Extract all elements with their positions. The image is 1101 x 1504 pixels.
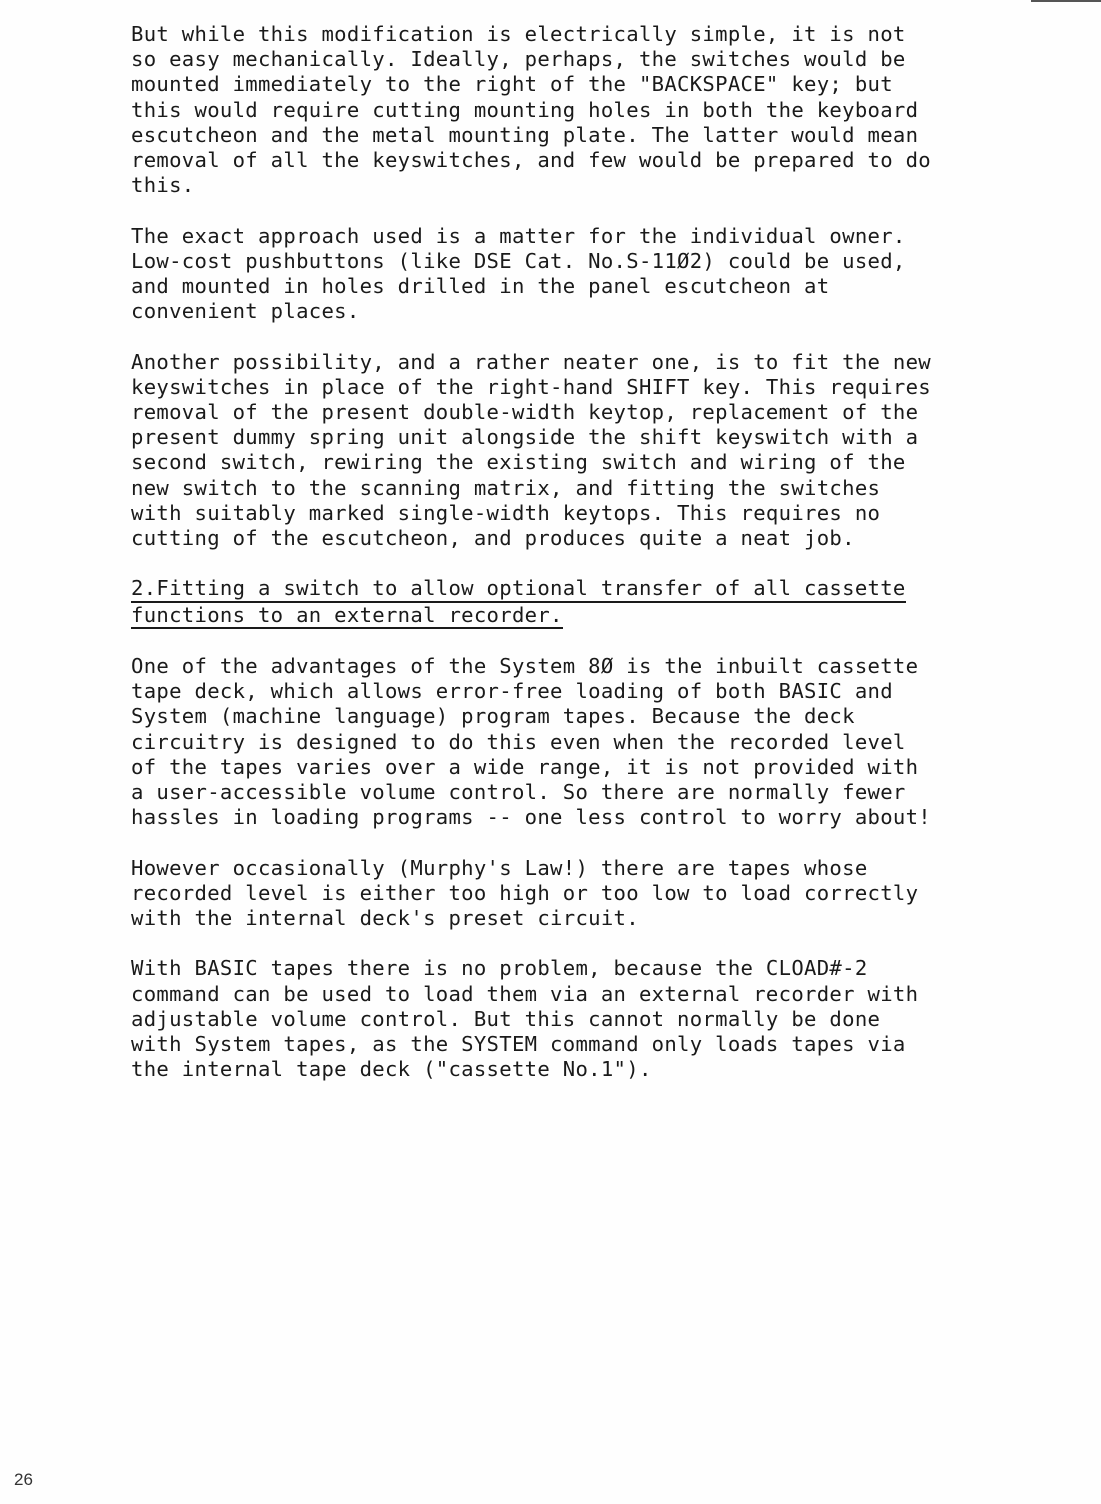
text-line: cutting of the escutcheon, and produces quite a neat job. bbox=[131, 526, 855, 551]
text-line: removal of the present double-width keytop, replacement of the bbox=[131, 400, 919, 425]
paragraph-advantages bbox=[131, 654, 1091, 830]
text-line: this. bbox=[131, 173, 195, 198]
text-line: removal of all the keyswitches, and few would be prepared to do bbox=[131, 148, 932, 173]
text-line: the internal tape deck ("cassette No.1"). bbox=[131, 1057, 652, 1082]
text-line: with the internal deck's preset circuit. bbox=[131, 906, 639, 931]
text-line: However occasionally (Murphy's Law!) there are tapes whose bbox=[131, 855, 868, 880]
text-line: convenient places. bbox=[131, 299, 360, 324]
heading-line: functions to an external recorder. bbox=[131, 604, 563, 629]
text-line: recorded level is either too high or too low to load correctly bbox=[131, 880, 919, 905]
text-line: Low-cost pushbuttons (like DSE Cat. No.S-11Ø2) could be used, bbox=[131, 248, 906, 273]
text-line: a user-accessible volume control. So there are normally fewer bbox=[131, 780, 906, 805]
text-line: But while this modification is electrically simple, it is not bbox=[131, 22, 906, 46]
text-line: with suitably marked single-width keytops. This requires no bbox=[131, 500, 881, 525]
paragraph-another-possibility bbox=[131, 350, 1091, 552]
section-heading bbox=[131, 576, 1091, 628]
text-line: hassles in loading programs -- one less control to worry about! bbox=[131, 805, 932, 830]
paragraph-modification bbox=[131, 22, 1091, 198]
paragraph-basic-tapes bbox=[131, 956, 1091, 1082]
text-line: this would require cutting mounting holes in both the keyboard bbox=[131, 97, 919, 122]
paragraph-murphys-law bbox=[131, 856, 1091, 932]
text-line: tape deck, which allows error-free loading of both BASIC and bbox=[131, 679, 893, 704]
text-line: mounted immediately to the right of the "BACKSPACE" key; but bbox=[131, 72, 893, 97]
text-line: so easy mechanically. Ideally, perhaps, the switches would be bbox=[131, 47, 906, 72]
text-line: of the tapes varies over a wide range, it is not provided with bbox=[131, 754, 919, 779]
text-line: The exact approach used is a matter for the individual owner. bbox=[131, 223, 906, 248]
text-line: System (machine language) program tapes. Because the deck bbox=[131, 704, 855, 729]
text-line: escutcheon and the metal mounting plate. The latter would mean bbox=[131, 122, 919, 147]
text-line: second switch, rewiring the existing switch and wiring of the bbox=[131, 450, 906, 475]
text-line: With BASIC tapes there is no problem, because the CLOAD#-2 bbox=[131, 956, 868, 981]
top-edge-rule bbox=[1031, 0, 1101, 2]
heading-line: 2.Fitting a switch to allow optional transfer of all cassette bbox=[131, 577, 906, 602]
text-line: circuitry is designed to do this even when the recorded level bbox=[131, 729, 906, 754]
text-line: command can be used to load them via an external recorder with bbox=[131, 981, 919, 1006]
text-line: adjustable volume control. But this cannot normally be done bbox=[131, 1006, 881, 1031]
paragraph-exact-approach bbox=[131, 224, 1091, 325]
text-line: new switch to the scanning matrix, and fitting the switches bbox=[131, 475, 881, 500]
text-line: keyswitches in place of the right-hand SHIFT key. This requires bbox=[131, 374, 932, 399]
text-line: Another possibility, and a rather neater one, is to fit the new bbox=[131, 349, 932, 374]
text-line: One of the advantages of the System 8Ø is the inbuilt cassette bbox=[131, 654, 919, 679]
body-text bbox=[131, 22, 1091, 1108]
text-line: and mounted in holes drilled in the panel escutcheon at bbox=[131, 274, 830, 299]
page-number: 26 bbox=[14, 1470, 33, 1489]
text-line: present dummy spring unit alongside the shift keyswitch with a bbox=[131, 425, 919, 450]
text-line: with System tapes, as the SYSTEM command only loads tapes via bbox=[131, 1032, 906, 1057]
